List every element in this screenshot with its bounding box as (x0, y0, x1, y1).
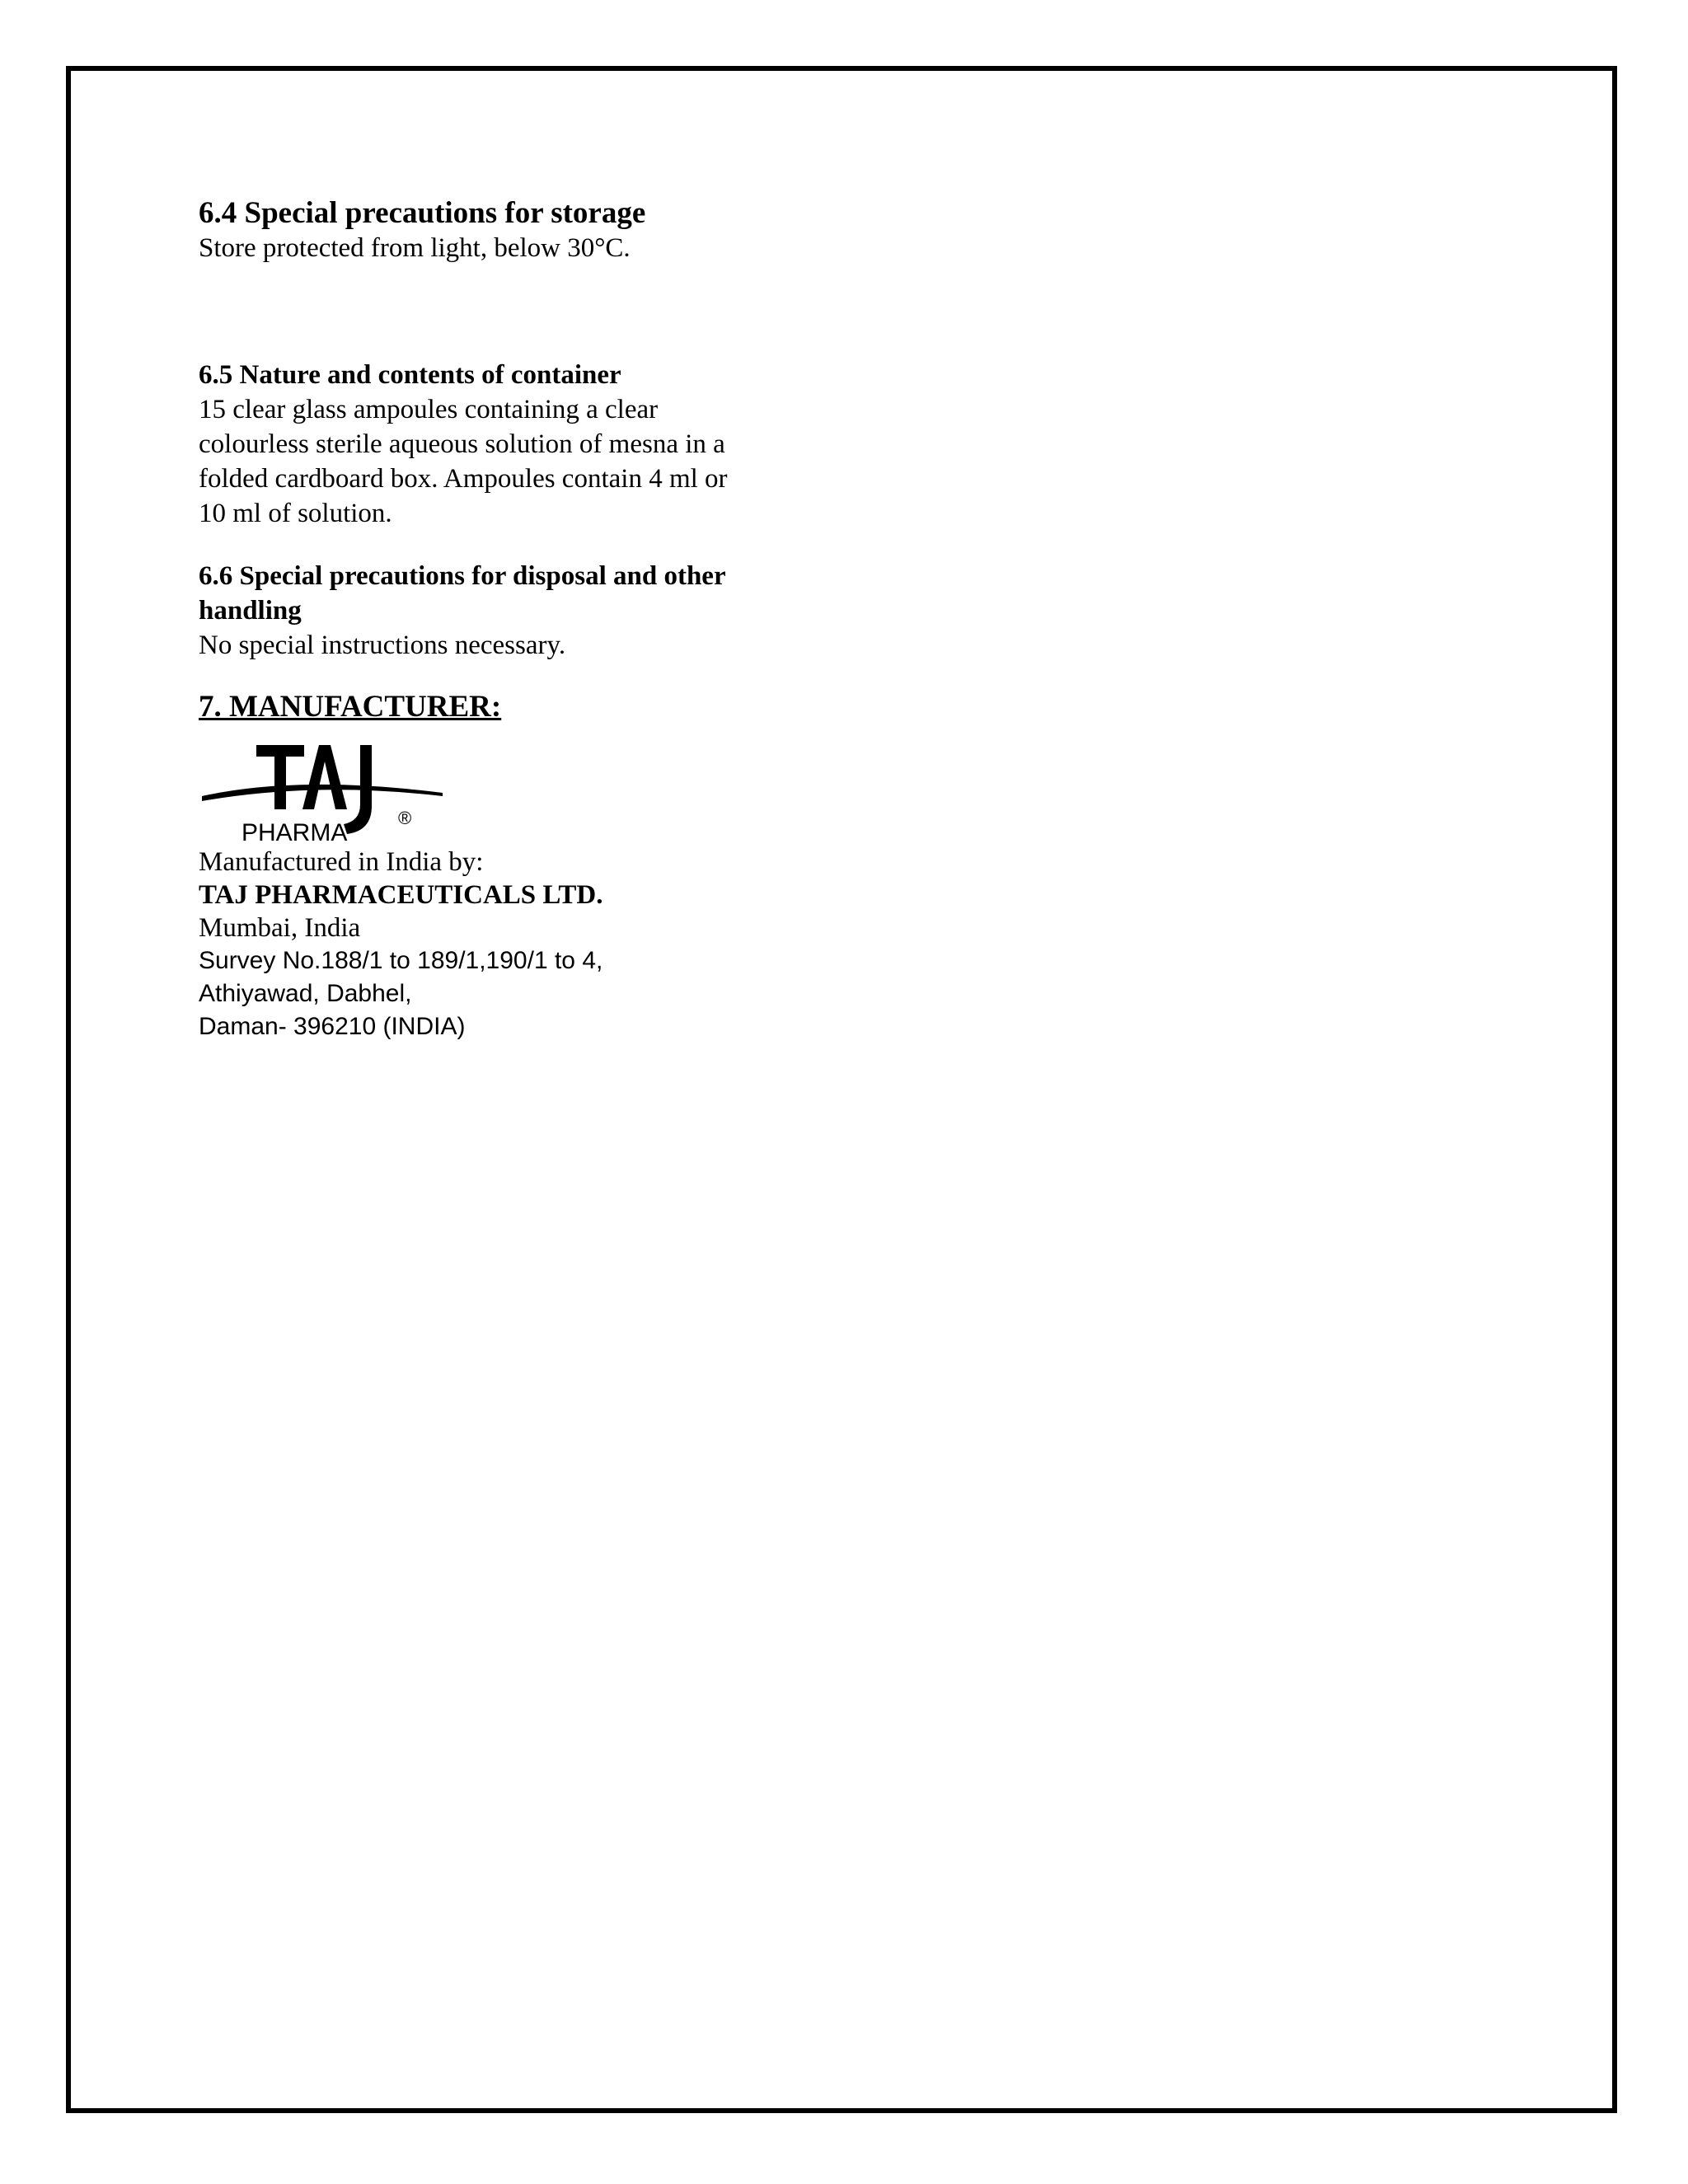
manufacturer-heading: 7. MANUFACTURER: (199, 690, 502, 724)
disposal-heading-line: 6.6 Special precautions for disposal and other (199, 561, 726, 591)
logo-registered: ® (398, 808, 412, 828)
address-line: Athiyawad, Dabhel, (199, 980, 412, 1007)
disposal-heading-line: handling (199, 596, 302, 626)
section-manufacturer (199, 689, 809, 1043)
logo-subtext: PHARMA (241, 819, 348, 846)
section-container (199, 358, 809, 531)
storage-text: Store protected from light, below 30°C. (199, 233, 631, 263)
document-content (199, 196, 809, 1043)
address-line: Daman- 396210 (INDIA) (199, 1013, 466, 1040)
container-text-line: 10 ml of solution. (199, 499, 392, 528)
disposal-text: No special instructions necessary. (199, 630, 566, 660)
storage-heading: 6.4 Special precautions for storage (199, 196, 646, 230)
section-storage (199, 196, 809, 265)
manufactured-in-label: Manufactured in India by: (199, 847, 484, 877)
section-disposal (199, 559, 809, 663)
container-text-line: 15 clear glass ampoules containing a clear (199, 395, 659, 424)
container-text-line: colourless sterile aqueous solution of mesna in a (199, 429, 725, 459)
taj-pharma-logo (199, 738, 446, 846)
company-name: TAJ PHARMACEUTICALS LTD. (199, 880, 603, 910)
container-heading: 6.5 Nature and contents of container (199, 360, 621, 390)
address-line: Survey No.188/1 to 189/1,190/1 to 4, (199, 947, 603, 974)
container-text-line: folded cardboard box. Ampoules contain 4 ml or (199, 464, 728, 494)
company-city: Mumbai, India (199, 913, 361, 943)
